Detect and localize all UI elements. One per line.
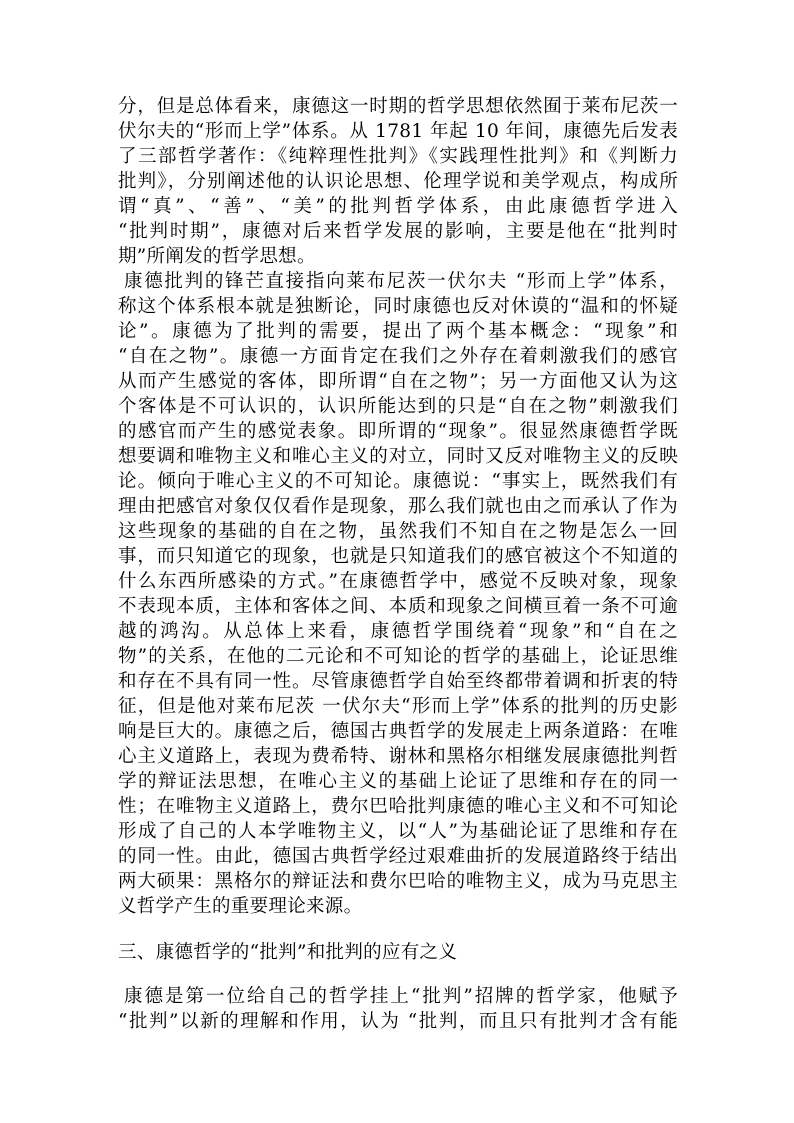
- text-line: 什么东西所感染的方式。”在康德哲学中，感觉不反映对象，现象: [118, 571, 678, 592]
- text-line: 个客体是不可认识的，认识所能达到的只是“自在之物”刺激我们: [118, 396, 678, 417]
- text-line: 康德是第一位给自己的哲学挂上“批判”招牌的哲学家，他赋予: [124, 986, 678, 1007]
- section-spacer: [118, 919, 678, 940]
- text-line: 心主义道路上，表现为费希特、谢林和黑格尔相继发展康德批判哲: [118, 746, 678, 767]
- text-line: 想要调和唯物主义和唯心主义的对立，同时又反对唯物主义的反映: [118, 446, 678, 467]
- text-line: 康德批判的锋芒直接指向莱布尼茨一伏尔夫 “形而上学”体系，: [124, 271, 678, 292]
- text-line: 谓“真”、“善”、“美”的批判哲学体系，由此康德哲学进入: [118, 196, 678, 217]
- text-line: 期”所阐发的哲学思想。: [118, 246, 316, 267]
- text-line: 的同一性。由此，德国古典哲学经过艰难曲折的发展道路终于结出: [118, 846, 678, 867]
- text-line: 两大硕果：黑格尔的辩证法和费尔巴哈的唯物主义，成为马克思主: [118, 871, 678, 892]
- text-line: “自在之物”。康德一方面肯定在我们之外存在着刺激我们的感官: [118, 346, 678, 367]
- text-line: 物”的关系，在他的二元论和不可知论的哲学的基础上，论证思维: [118, 646, 678, 667]
- text-line: 理由把感官对象仅仅看作是现象，那么我们就也由之而承认了作为: [118, 496, 678, 517]
- section-spacer: [118, 965, 678, 984]
- paragraph-3: [118, 984, 678, 1034]
- section-heading: 三、康德哲学的“批判”和批判的应有之义: [118, 942, 458, 963]
- text-line: 征，但是他对莱布尼茨 一伏尔夫“形而上学”体系的批判的历史影: [118, 696, 678, 717]
- text-line: 学的辩证法思想，在唯心主义的基础上论证了思维和存在的同一: [118, 771, 678, 792]
- text-line: 这些现象的基础的自在之物，虽然我们不知自在之物是怎么一回: [118, 521, 678, 542]
- text-line: 和存在不具有同一性。尽管康德哲学自始至终都带着调和折衷的特: [118, 671, 678, 692]
- document-body: [118, 94, 678, 1034]
- text-line: 义哲学产生的重要理论来源。: [118, 896, 363, 917]
- text-line: 称这个体系根本就是独断论，同时康德也反对休谟的“温和的怀疑: [118, 296, 678, 317]
- text-line: 论。倾向于唯心主义的不可知论。康德说：“事实上，既然我们有: [118, 471, 678, 492]
- text-line: 事，而只知道它的现象，也就是只知道我们的感官被这个不知道的: [118, 546, 678, 567]
- paragraph-1: [118, 94, 678, 269]
- text-line: 的感官而产生的感觉表象。即所谓的“现象”。很显然康德哲学既: [118, 421, 678, 442]
- paragraph-2: [118, 269, 678, 919]
- text-line: 形成了自己的人本学唯物主义，以“人”为基础论证了思维和存在: [118, 821, 678, 842]
- text-line: 伏尔夫的“形而上学”体系。从 1781 年起 10 年间，康德先后发表: [118, 121, 678, 142]
- text-line: “批判”以新的理解和作用，认为 “批判，而且只有批判才含有能: [118, 1011, 678, 1032]
- text-line: 批判》，分别阐述他的认识论思想、伦理学说和美学观点，构成所: [118, 171, 678, 192]
- text-line: 响是巨大的。康德之后，德国古典哲学的发展走上两条道路：在唯: [118, 721, 678, 742]
- text-line: 不表现本质，主体和客体之间、本质和现象之间横亘着一条不可逾: [118, 596, 678, 617]
- text-line: “批判时期”，康德对后来哲学发展的影响，主要是他在“批判时: [118, 221, 678, 242]
- text-line: 论”。康德为了批判的需要，提出了两个基本概念：“现象”和: [118, 321, 678, 342]
- text-line: 越的鸿沟。从总体上来看，康德哲学围绕着“现象”和“自在之: [118, 621, 678, 642]
- text-line: 性；在唯物主义道路上，费尔巴哈批判康德的唯心主义和不可知论: [118, 796, 678, 817]
- text-line: 分，但是总体看来，康德这一时期的哲学思想依然囿于莱布尼茨一: [118, 96, 678, 117]
- text-line: 从而产生感觉的客体，即所谓“自在之物”；另一方面他又认为这: [118, 371, 678, 392]
- text-line: 了三部哲学著作：《纯粹理性批判》《实践理性批判》和《判断力: [118, 146, 678, 167]
